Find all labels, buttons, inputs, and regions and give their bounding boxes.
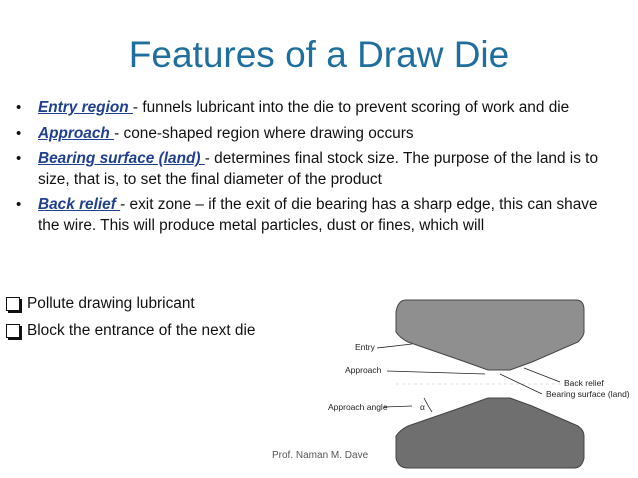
term-back-relief: Back relief [38,196,121,214]
bullet-dot-icon: • [16,196,22,214]
bullet-text: - exit zone – if the exit of die bearing has a sharp edge, this can shave the wire. This will produce metal particles, dust or fines, which will [38,196,598,234]
term-approach: Approach [38,124,115,142]
back-relief-leader-line [524,368,560,382]
label-entry: Entry [355,342,375,352]
label-bearing-surface: Bearing surface (land) [546,389,630,399]
bullet-dot-icon: • [16,124,22,142]
feature-bullet-list [14,98,619,242]
checkbox-bullet-icon [6,324,20,338]
bullet-text: - funnels lubricant into the die to prevent scoring of work and die [132,99,570,116]
label-approach-angle: Approach angle [328,402,388,412]
approach-angle-leader-line [384,406,412,407]
check-item-text: Pollute drawing lubricant [27,295,195,312]
check-item-text: Block the entrance of the next die [27,321,256,339]
check-item [5,294,255,315]
bullet-entry-region [14,98,619,119]
die-top-half [396,300,584,370]
bullet-dot-icon: • [16,99,22,116]
bullet-back-relief [14,195,619,236]
bullet-text: - cone-shaped region where drawing occurs [114,124,414,142]
label-back-relief: Back relief [564,378,604,388]
bullet-bearing-surface [14,149,619,190]
checkbox-bullet-icon [6,297,20,311]
approach-angle-arc [424,398,432,412]
check-item [5,321,255,342]
consequence-list [5,294,255,347]
slide-title: Features of a Draw Die [128,34,510,75]
draw-die-diagram [320,298,630,470]
bullet-text: - determines final stock size. The purpose of the land is to size, that is, to set the final diameter of the product [38,150,599,188]
label-approach: Approach [345,365,382,375]
term-entry-region: Entry region [38,99,133,116]
bullet-dot-icon: • [16,150,22,168]
approach-leader-line [387,371,485,374]
term-bearing-surface: Bearing surface (land) [38,150,205,168]
footer-author: Prof. Naman M. Dave [272,450,369,461]
entry-leader-line [377,344,412,348]
label-alpha: α [420,402,425,412]
bullet-approach [14,124,619,145]
